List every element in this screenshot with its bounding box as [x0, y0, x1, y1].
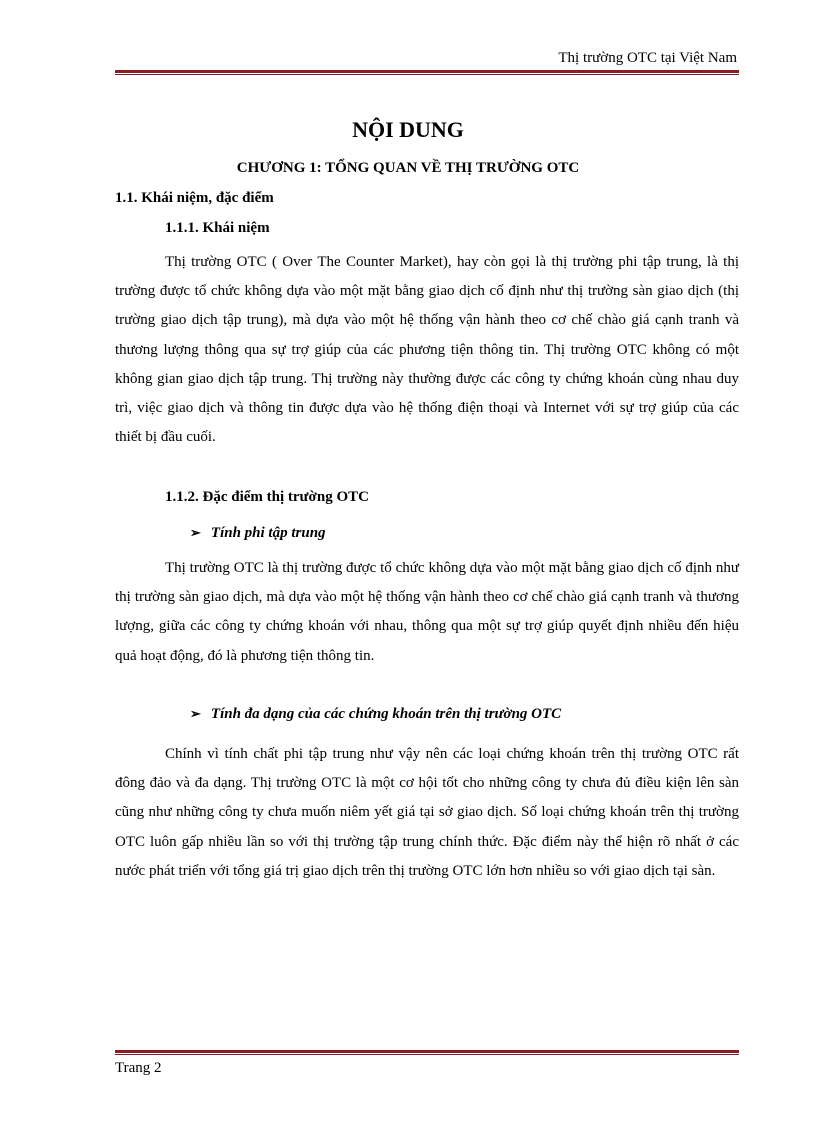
header-rule: [115, 70, 739, 75]
section-heading-1-1-1: 1.1.1. Khái niệm: [165, 220, 270, 236]
bullet-label: Tính đa dạng của các chứng khoán trên thị trường OTC: [210, 706, 562, 722]
bullet-label: Tính phi tập trung: [210, 525, 326, 541]
page-title: NỘI DUNG: [352, 117, 464, 142]
section-heading-1-1: 1.1. Khái niệm, đặc điểm: [115, 190, 274, 206]
paragraph-diversity: Chính vì tính chất phi tập trung như vậy nên các loại chứng khoán trên thị trường OTC rất đông đảo và đa dạng. Thị trường OTC là một cơ hội tốt cho những công ty chưa đủ điều kiện lên sàn cũng như những công ty chưa muốn niêm yết giá tại sở giao dịch. Số loại chứng khoán trên thị trường OTC luôn gấp nhiều lần so với thị trường tập trung chính thức. Đặc điểm này thể hiện rõ nhất ở các nước phát triển với tổng giá trị giao dịch trên thị trường OTC lớn hơn nhiều so với giao dịch tại sàn.: [115, 746, 739, 879]
paragraph-decentralized: Thị trường OTC là thị trường được tổ chức không dựa vào một mặt bằng giao dịch cố định như thị trường sàn giao dịch, mà dựa vào một hệ thống vận hành theo cơ chế chào giá cạnh tranh và thương lượng, giữa các công ty chứng khoán với nhau, thông qua một sự trợ giúp quyết định nhiều đến hiệu quả hoạt động, đó là phương tiện thông tin.: [115, 560, 739, 664]
paragraph-definition: Thị trường OTC ( Over The Counter Market), hay còn gọi là thị trường phi tập trung, là thị trường được tổ chức không dựa vào một mặt bằng giao dịch cố định như thị trường sàn giao dịch (thị trường giao dịch tập trung), mà dựa vào một hệ thống vận hành theo cơ chế chào giá cạnh tranh và thương lượng thông qua sự trợ giúp của các phương tiện thông tin. Thị trường OTC không có một không gian giao dịch tập trung. Thị trường này thường được các công ty chứng khoán cùng nhau duy trì, việc giao dịch và thông tin được dựa vào hệ thống điện thoại và Internet với sự trợ giúp của các thiết bị đầu cuối.: [115, 254, 739, 446]
arrowhead-bullet-icon: ➢: [190, 706, 201, 721]
arrowhead-bullet-icon: ➢: [190, 525, 201, 540]
bullet-heading-decentralized: [190, 525, 326, 542]
section-heading-1-1-2: 1.1.2. Đặc điểm thị trường OTC: [165, 489, 369, 505]
header-title: Thị trường OTC tại Việt Nam: [558, 50, 737, 66]
bullet-heading-diversity: [190, 706, 561, 723]
chapter-heading: CHƯƠNG 1: TỔNG QUAN VỀ THỊ TRƯỜNG OTC: [236, 160, 580, 176]
page-number: Trang 2: [115, 1060, 162, 1076]
footer-rule: [115, 1050, 739, 1055]
